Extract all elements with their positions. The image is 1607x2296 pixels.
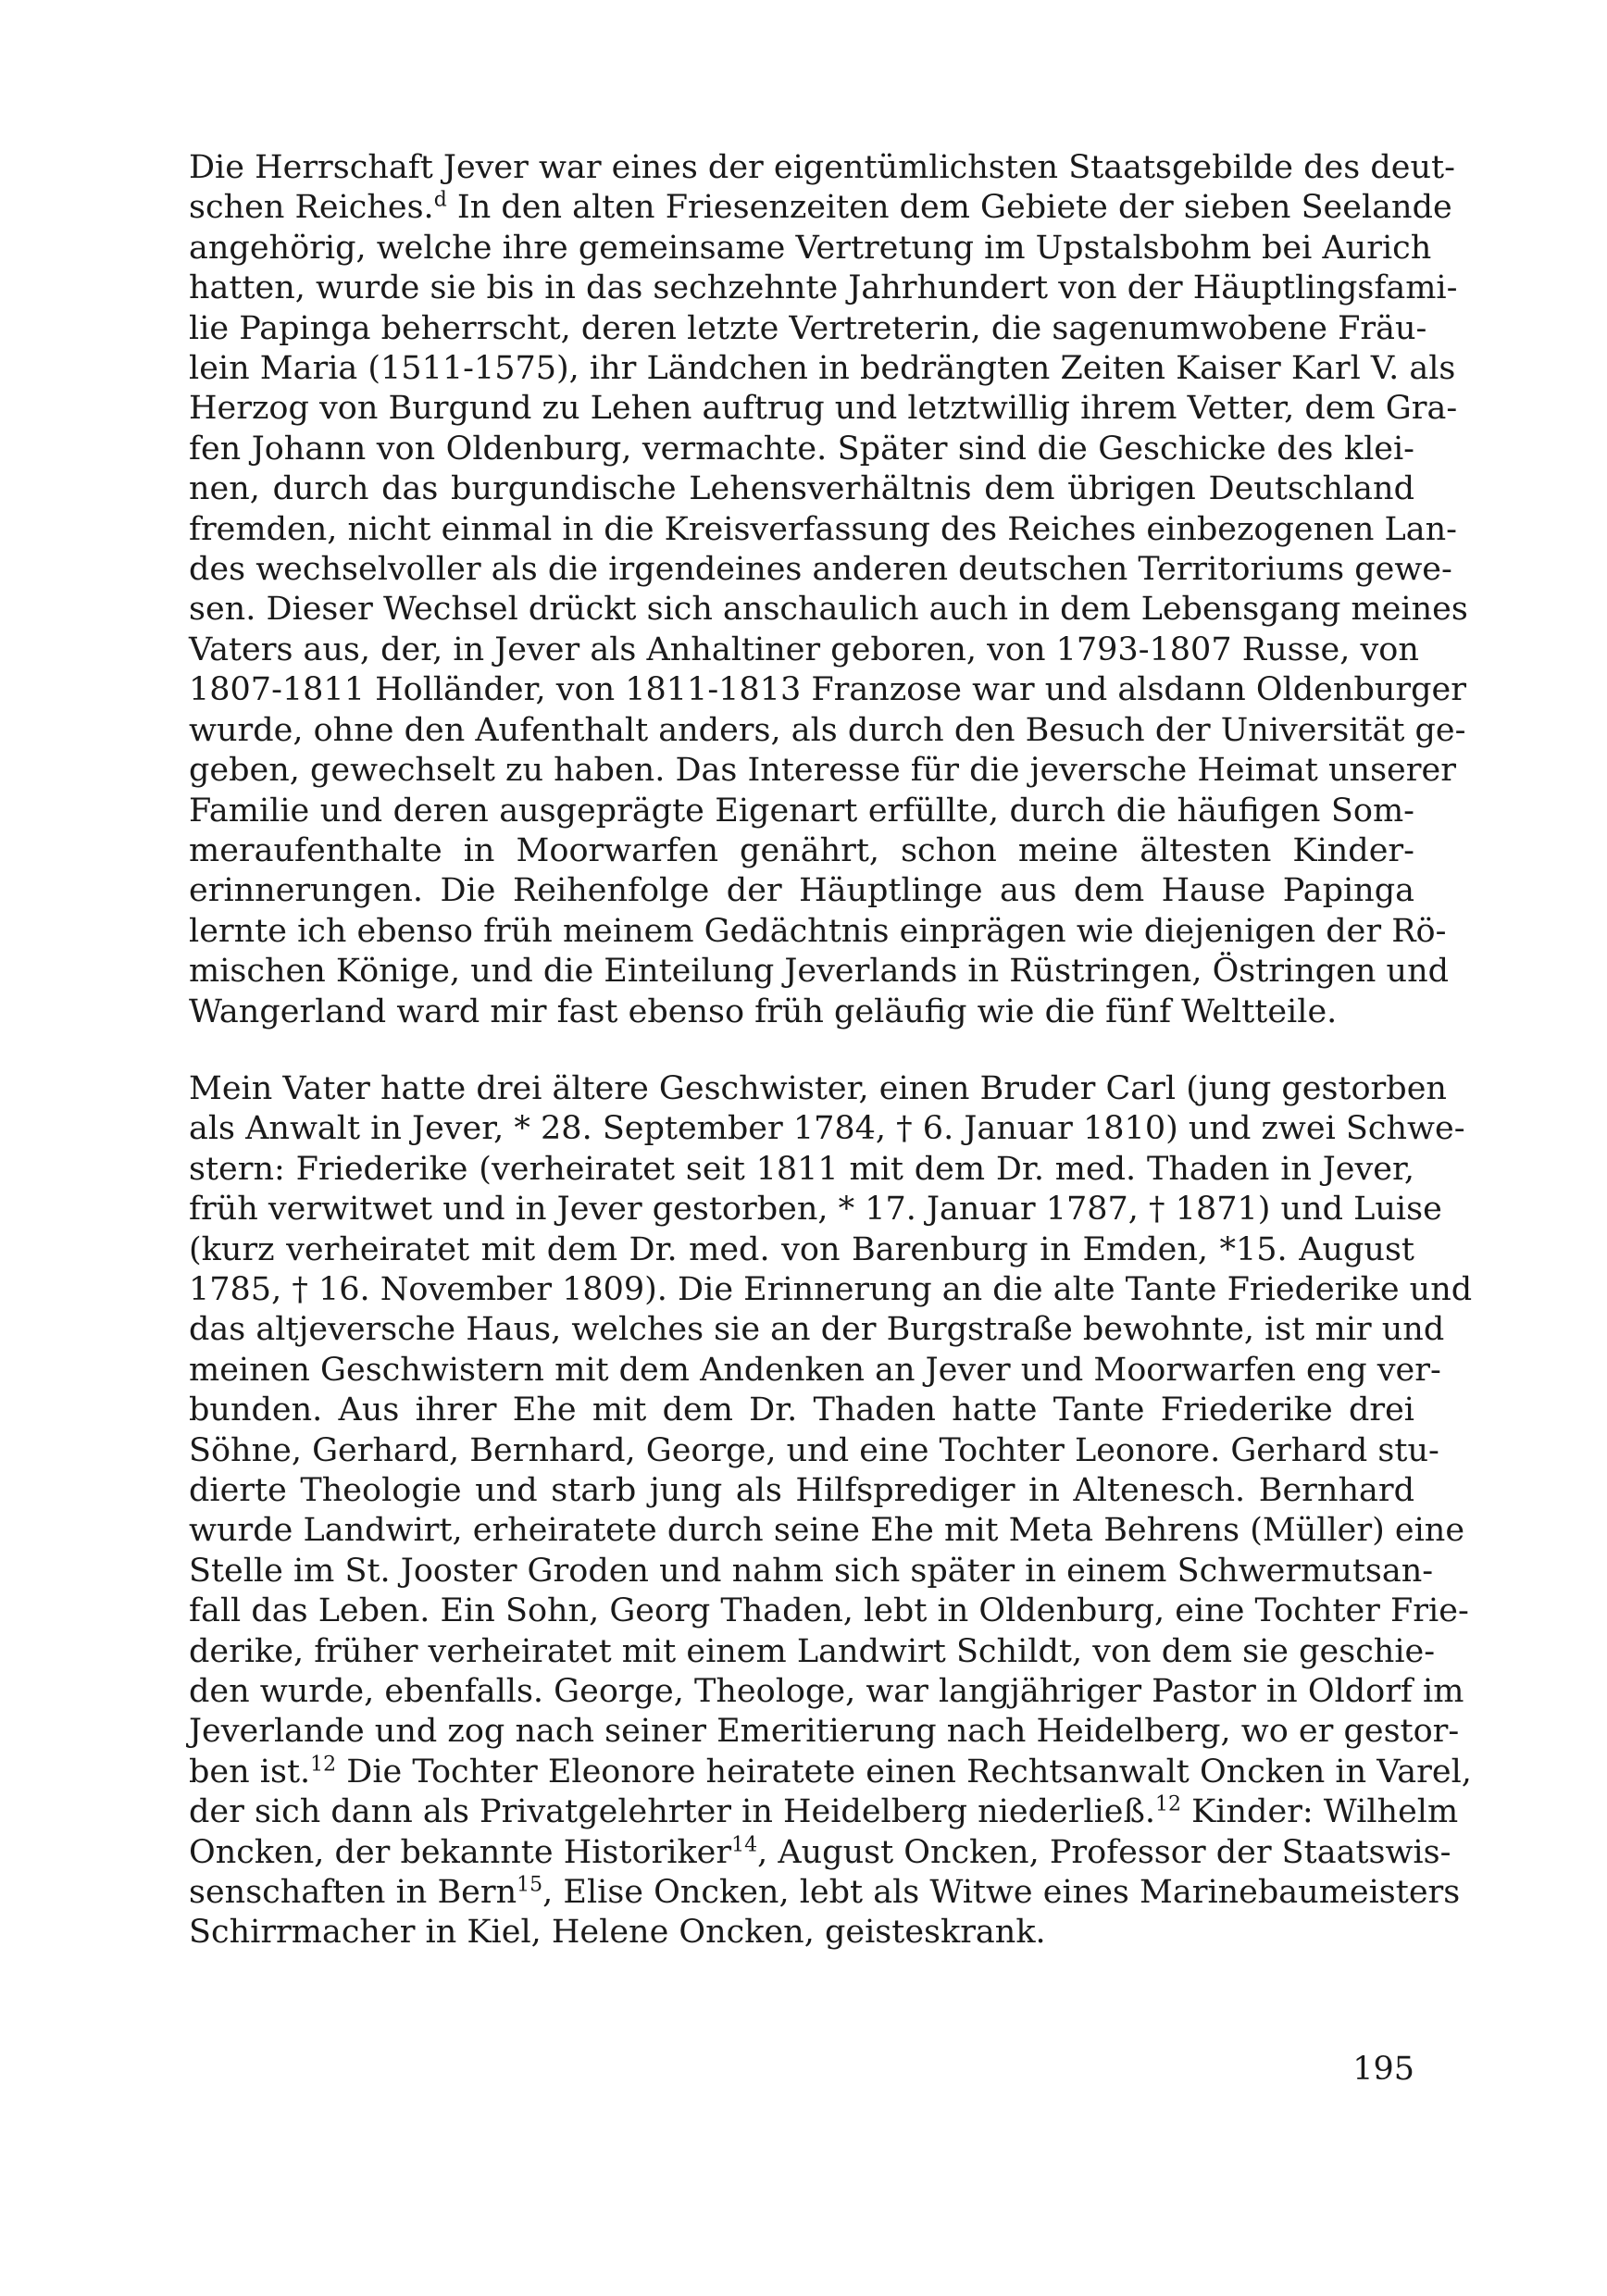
- text-line: stern: Friederike (verheiratet seit 1811 mit dem Dr. med. Thaden in Jever,: [189, 1150, 1414, 1188]
- text-line: meraufenthalte in Moorwarfen genährt, schon meine ältesten Kinder-: [189, 831, 1414, 869]
- text-line: bunden. Aus ihrer Ehe mit dem Dr. Thaden hatte Tante Friederike drei: [189, 1391, 1414, 1429]
- footnote-marker: 12: [310, 1753, 337, 1777]
- text-line: mischen Könige, und die Einteilung Jeverlands in Rüstringen, Östringen und: [189, 953, 1450, 991]
- text-line: fremden, nicht einmal in die Kreisverfassung des Reiches einbezogenen Lan-: [189, 510, 1458, 548]
- page-body: [189, 148, 1473, 1953]
- text-line: erinnerungen. Die Reihenfolge der Häuptlinge aus dem Hause Papinga: [189, 872, 1414, 910]
- text-line: wurde, ohne den Aufenthalt anders, als durch den Besuch der Universität ge-: [189, 711, 1466, 749]
- text-line: wurde Landwirt, erheiratete durch seine Ehe mit Meta Behrens (Müller) eine: [189, 1512, 1465, 1550]
- text-line: Schirrmacher in Kiel, Helene Oncken, geisteskrank.: [189, 1914, 1046, 1952]
- text-line: meinen Geschwistern mit dem Andenken an Jever und Moorwarfen eng ver-: [189, 1351, 1441, 1389]
- text-line: Herzog von Burgund zu Lehen auftrug und letztwillig ihrem Vetter, dem Gra-: [189, 390, 1458, 428]
- text-line: früh verwitwet und in Jever gestorben, * 17. Januar 1787, † 1871) und Luise: [189, 1191, 1442, 1229]
- text-line: Stelle im St. Jooster Groden und nahm sich später in einem Schwermutsan-: [189, 1552, 1434, 1590]
- text-line: Vaters aus, der, in Jever als Anhaltiner geboren, von 1793-1807 Russe, von: [189, 630, 1419, 668]
- text-line: Jeverlande und zog nach seiner Emeritierung nach Heidelberg, wo er gestor-: [189, 1713, 1460, 1751]
- text-line: (kurz verheiratet mit dem Dr. med. von Barenburg in Emden, *15. August: [189, 1230, 1414, 1268]
- text-line: Wangerland ward mir fast ebenso früh geläufig wie die fünf Weltteile.: [189, 992, 1338, 1030]
- text-line: als Anwalt in Jever, * 28. September 1784, † 6. Januar 1810) und zwei Schwe-: [189, 1110, 1465, 1148]
- text-line: nen, durch das burgundische Lehensverhältnis dem übrigen Deutschland: [189, 470, 1414, 508]
- paragraph-2: [189, 1069, 1473, 1953]
- text-line: Mein Vater hatte drei ältere Geschwister, einen Bruder Carl (jung gestorben: [189, 1069, 1447, 1107]
- text-line: ben ist.$^{12}$ Die Tochter Eleonore heiratete einen Rechtsanwalt Oncken in Varel,: [189, 1753, 1472, 1791]
- text-line: dierte Theologie und starb jung als Hilfsprediger in Altenesch. Bernhard: [189, 1472, 1414, 1509]
- paragraph-1: [189, 148, 1468, 1032]
- text-line: fen Johann von Oldenburg, vermachte. Später sind die Geschicke des klei-: [189, 430, 1414, 468]
- text-line: Die Herrschaft Jever war eines der eigentümlichsten Staatsgebilde des deut-: [189, 149, 1455, 186]
- text-line: hatten, wurde sie bis in das sechzehnte Jahrhundert von der Häuptlingsfami-: [189, 269, 1458, 307]
- text-line: lernte ich ebenso früh meinem Gedächtnis einprägen wie diejenigen der Rö-: [189, 912, 1447, 950]
- text-line: des wechselvoller als die irgendeines anderen deutschen Territoriums gewe-: [189, 551, 1452, 589]
- text-line: Oncken, der bekannte Historiker$^{14}$, August Oncken, Professor der Staatswis-: [189, 1833, 1451, 1871]
- text-line: angehörig, welche ihre gemeinsame Vertretung im Upstalsbohm bei Aurich: [189, 229, 1432, 267]
- text-line: 1785, † 16. November 1809). Die Erinnerung an die alte Tante Friederike und: [189, 1270, 1473, 1308]
- page-number: 195: [1352, 2051, 1414, 2088]
- text-line: der sich dann als Privatgelehrter in Heidelberg niederließ.$^{12}$ Kinder: Wilhelm: [189, 1792, 1459, 1831]
- text-line: geben, gewechselt zu haben. Das Interesse für die jeversche Heimat unserer: [189, 752, 1456, 790]
- text-line: Familie und deren ausgeprägte Eigenart erfüllte, durch die häufigen Som-: [189, 792, 1414, 830]
- text-line: schen Reiches.$^d$ In den alten Friesenzeiten dem Gebiete der sieben Seelande: [189, 188, 1452, 227]
- text-line: den wurde, ebenfalls. George, Theologe, war langjähriger Pastor in Oldorf im: [189, 1673, 1464, 1711]
- text-line: derike, früher verheiratet mit einem Landwirt Schildt, von dem sie geschie-: [189, 1632, 1436, 1670]
- footnote-marker: d: [433, 188, 447, 212]
- text-line: das altjeversche Haus, welches sie an der Burgstraße bewohnte, ist mir und: [189, 1311, 1445, 1349]
- text-line: senschaften in Bern$^{15}$, Elise Oncken, lebt als Witwe eines Marinebaumeisters: [189, 1873, 1461, 1912]
- text-line: sen. Dieser Wechsel drückt sich anschaulich auch in dem Lebensgang meines: [189, 591, 1468, 629]
- footnote-marker: 15: [517, 1873, 543, 1897]
- text-line: Söhne, Gerhard, Bernhard, George, und eine Tochter Leonore. Gerhard stu-: [189, 1431, 1439, 1469]
- footnote-marker: 14: [731, 1833, 758, 1856]
- text-line: 1807-1811 Holländer, von 1811-1813 Franzose war und alsdann Oldenburger: [189, 671, 1466, 709]
- text-line: fall das Leben. Ein Sohn, Georg Thaden, lebt in Oldenburg, eine Tochter Frie-: [189, 1592, 1469, 1630]
- text-line: lein Maria (1511-1575), ihr Ländchen in bedrängten Zeiten Kaiser Karl V. als: [189, 350, 1456, 388]
- text-line: lie Papinga beherrscht, deren letzte Vertreterin, die sagenumwobene Fräu-: [189, 309, 1427, 347]
- footnote-marker: 12: [1155, 1792, 1182, 1816]
